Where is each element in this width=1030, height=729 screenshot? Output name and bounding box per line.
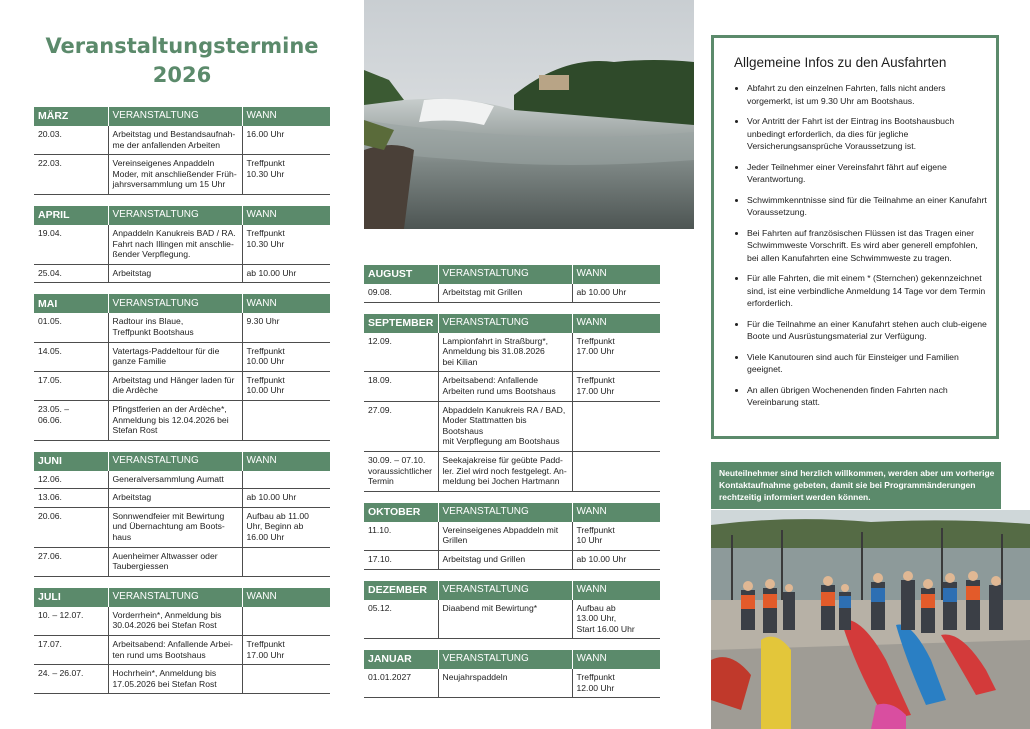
event-cell: Vorderrhein*, Anmeldung bis 30.04.2026 bei Stefan Rost xyxy=(108,607,242,636)
time-cell: ab 10.00 Uhr xyxy=(242,264,330,283)
when-header: WANN xyxy=(242,294,330,313)
event-cell: Arbeitstag und Bestandsaufnah- me der anfallenden Arbeiten xyxy=(108,126,242,155)
date-cell: 20.06. xyxy=(34,507,108,547)
table-row xyxy=(364,451,660,491)
event-header: VERANSTALTUNG xyxy=(438,650,572,669)
month: SEPTEMBER xyxy=(364,314,438,333)
month-table-marz xyxy=(34,107,330,195)
time-cell xyxy=(572,451,660,491)
month-table-mai xyxy=(34,294,330,440)
event-cell: Hochrhein*, Anmeldung bis 17.05.2026 bei Stefan Rost xyxy=(108,665,242,694)
time-cell: 16.00 Uhr xyxy=(242,126,330,155)
table-row xyxy=(34,155,330,195)
month: DEZEMBER xyxy=(364,581,438,600)
table-row xyxy=(34,225,330,264)
event-header: VERANSTALTUNG xyxy=(108,107,242,126)
table-row xyxy=(364,333,660,372)
group-photo xyxy=(711,510,1030,729)
info-item: • An allen übrigen Wochenenden finden Fahrten nach Vereinbarung statt. xyxy=(747,384,991,409)
info-item: • Für die Teilnahme an einer Kanufahrt stehen auch club-eigene Boote und Ausrüstungsmaterial zur Verfügung. xyxy=(747,318,991,343)
date-cell: 22.03. xyxy=(34,155,108,195)
date-cell: 13.06. xyxy=(34,489,108,508)
info-item: • Bei Fahrten auf französischen Flüssen ist das Tragen einer Schwimmweste Vorschrift. Es wird aber generell empfohlen, bei allen Kanufahrten eine Schwimmweste zu tragen. xyxy=(747,227,991,265)
info-item: • Für alle Fahrten, die mit einem * (Sternchen) gekennzeichnet sind, ist eine verbindliche Anmeldung 14 Tage vor dem Termin erforderlich. xyxy=(747,272,991,310)
event-cell: Arbeitstag xyxy=(108,264,242,283)
when-header: WANN xyxy=(572,265,660,284)
table-row xyxy=(34,636,330,665)
event-header: VERANSTALTUNG xyxy=(438,314,572,333)
month: JULI xyxy=(34,588,108,607)
when-header: WANN xyxy=(572,503,660,522)
table-row xyxy=(34,400,330,440)
date-cell: 24. – 26.07. xyxy=(34,665,108,694)
when-header: WANN xyxy=(572,314,660,333)
time-cell: Treffpunkt 10 Uhr xyxy=(572,522,660,551)
event-cell: Lampionfahrt in Straßburg*, Anmeldung bis 31.08.2026 bei Kilian xyxy=(438,333,572,372)
date-cell: 10. – 12.07. xyxy=(34,607,108,636)
event-header: VERANSTALTUNG xyxy=(108,206,242,225)
event-cell: Vatertags-Paddeltour für die ganze Familie xyxy=(108,342,242,371)
table-row xyxy=(34,489,330,508)
event-header: VERANSTALTUNG xyxy=(438,581,572,600)
time-cell: Aufbau ab 13.00 Uhr, Start 16.00 Uhr xyxy=(572,600,660,639)
time-cell xyxy=(242,400,330,440)
event-cell: Anpaddeln Kanukreis BAD / RA. Fahrt nach Illingen mit anschlie- ßender Verpflegung. xyxy=(108,225,242,264)
event-header: VERANSTALTUNG xyxy=(438,503,572,522)
month-table-oktober xyxy=(364,503,660,570)
event-cell: Arbeitsabend: Anfallende Arbei- ten rund ums Bootshaus xyxy=(108,636,242,665)
info-item: • Schwimmkenntnisse sind für die Teilnahme an einer Kanufahrt Voraussetzung. xyxy=(747,194,991,219)
info-item: • Vor Antritt der Fahrt ist der Eintrag ins Bootshausbuch unbedingt erforderlich, da dies für jegliche Versicherungsansprüche Voraussetzung ist. xyxy=(747,115,991,153)
info-item: • Jeder Teilnehmer einer Vereinsfahrt fährt auf eigene Verantwortung. xyxy=(747,161,991,186)
event-cell: Arbeitstag und Hänger laden für die Ardèche xyxy=(108,371,242,400)
when-header: WANN xyxy=(572,650,660,669)
date-cell: 17.07. xyxy=(34,636,108,665)
time-cell: Treffpunkt 10.30 Uhr xyxy=(242,225,330,264)
info-item: • Viele Kanutouren sind auch für Einsteiger und Familien geeignet. xyxy=(747,351,991,376)
date-cell: 19.04. xyxy=(34,225,108,264)
month: MAI xyxy=(34,294,108,313)
table-row xyxy=(34,547,330,576)
time-cell: Treffpunkt 10.00 Uhr xyxy=(242,342,330,371)
time-cell: Treffpunkt 10.00 Uhr xyxy=(242,371,330,400)
month-table-august xyxy=(364,265,660,303)
event-cell: Arbeitstag xyxy=(108,489,242,508)
table-row xyxy=(34,342,330,371)
info-item: • Abfahrt zu den einzelnen Fahrten, falls nicht anders vorgemerkt, ist um 9.30 Uhr am Bootshaus. xyxy=(747,82,991,107)
date-cell: 17.10. xyxy=(364,550,438,569)
table-row xyxy=(34,371,330,400)
schedule-column-1 xyxy=(34,0,330,705)
month-table-april xyxy=(34,206,330,283)
time-cell: Aufbau ab 11.00 Uhr, Beginn ab 16.00 Uhr xyxy=(242,507,330,547)
month-table-dezember xyxy=(364,581,660,640)
event-cell: Arbeitsabend: Anfallende Arbeiten rund ums Bootshaus xyxy=(438,372,572,401)
month: JUNI xyxy=(34,452,108,471)
table-row xyxy=(34,507,330,547)
date-cell: 11.10. xyxy=(364,522,438,551)
time-cell: 9.30 Uhr xyxy=(242,313,330,342)
when-header: WANN xyxy=(242,588,330,607)
time-cell: Treffpunkt 17.00 Uhr xyxy=(572,333,660,372)
month: AUGUST xyxy=(364,265,438,284)
time-cell: Treffpunkt 17.00 Uhr xyxy=(242,636,330,665)
event-cell: Vereinseigenes Anpaddeln Moder, mit anschließender Früh- jahrsversammlung um 15 Uhr xyxy=(108,155,242,195)
event-header: VERANSTALTUNG xyxy=(108,588,242,607)
time-cell xyxy=(242,471,330,489)
event-cell: Vereinseigenes Abpaddeln mit Grillen xyxy=(438,522,572,551)
table-row xyxy=(364,284,660,302)
date-cell: 09.08. xyxy=(364,284,438,302)
date-cell: 05.12. xyxy=(364,600,438,639)
event-header: VERANSTALTUNG xyxy=(438,265,572,284)
date-cell: 14.05. xyxy=(34,342,108,371)
time-cell xyxy=(242,607,330,636)
when-header: WANN xyxy=(242,107,330,126)
when-header: WANN xyxy=(242,206,330,225)
month: APRIL xyxy=(34,206,108,225)
table-row xyxy=(34,264,330,283)
event-cell: Auenheimer Altwasser oder Taubergiessen xyxy=(108,547,242,576)
event-header: VERANSTALTUNG xyxy=(108,452,242,471)
month: JANUAR xyxy=(364,650,438,669)
table-row xyxy=(364,372,660,401)
time-cell xyxy=(572,401,660,451)
date-cell: 18.09. xyxy=(364,372,438,401)
month: OKTOBER xyxy=(364,503,438,522)
event-cell: Radtour ins Blaue, Treffpunkt Bootshaus xyxy=(108,313,242,342)
schedule-column-2 xyxy=(364,0,660,709)
event-cell: Generalversammlung Aumatt xyxy=(108,471,242,489)
time-cell: ab 10.00 Uhr xyxy=(572,284,660,302)
time-cell: Treffpunkt 12.00 Uhr xyxy=(572,669,660,698)
table-row xyxy=(34,665,330,694)
event-cell: Diaabend mit Bewirtung* xyxy=(438,600,572,639)
month: MÄRZ xyxy=(34,107,108,126)
event-header: VERANSTALTUNG xyxy=(108,294,242,313)
time-cell xyxy=(242,547,330,576)
info-list xyxy=(719,82,991,409)
when-header: WANN xyxy=(572,581,660,600)
date-cell: 01.01.2027 xyxy=(364,669,438,698)
date-cell: 12.06. xyxy=(34,471,108,489)
page-title: Veranstaltungstermine 2026 xyxy=(45,34,319,87)
date-cell: 17.05. xyxy=(34,371,108,400)
info-box xyxy=(711,35,999,439)
date-cell: 30.09. – 07.10. voraussichtlicher Termin xyxy=(364,451,438,491)
month-table-juli xyxy=(34,588,330,695)
table-row xyxy=(364,401,660,451)
time-cell: Treffpunkt 17.00 Uhr xyxy=(572,372,660,401)
table-row xyxy=(34,607,330,636)
month-tables-1 xyxy=(34,107,330,705)
month-tables-2 xyxy=(364,265,660,709)
event-cell: Sonnwendfeier mit Bewirtung und Übernachtung am Boots- haus xyxy=(108,507,242,547)
date-cell: 01.05. xyxy=(34,313,108,342)
date-cell: 20.03. xyxy=(34,126,108,155)
time-cell xyxy=(242,665,330,694)
month-table-september xyxy=(364,314,660,492)
event-cell: Seekajakreise für geübte Padd- ler. Ziel wird noch festgelegt. An- meldung bei Jochen Hartmann xyxy=(438,451,572,491)
date-cell: 27.06. xyxy=(34,547,108,576)
month-table-januar xyxy=(364,650,660,698)
time-cell: Treffpunkt 10.30 Uhr xyxy=(242,155,330,195)
time-cell: ab 10.00 Uhr xyxy=(572,550,660,569)
date-cell: 25.04. xyxy=(34,264,108,283)
event-cell: Abpaddeln Kanukreis RA / BAD, Moder Stattmatten bis Bootshaus mit Verpflegung am Bootshaus xyxy=(438,401,572,451)
date-cell: 23.05. – 06.06. xyxy=(34,400,108,440)
table-row xyxy=(364,550,660,569)
event-cell: Arbeitstag mit Grillen xyxy=(438,284,572,302)
event-cell: Pfingstferien an der Ardèche*, Anmeldung bis 12.04.2026 bei Stefan Rost xyxy=(108,400,242,440)
table-row xyxy=(34,313,330,342)
month-table-juni xyxy=(34,452,330,577)
table-row xyxy=(34,126,330,155)
date-cell: 27.09. xyxy=(364,401,438,451)
event-cell: Arbeitstag und Grillen xyxy=(438,550,572,569)
event-cell: Neujahrspaddeln xyxy=(438,669,572,698)
when-header: WANN xyxy=(242,452,330,471)
table-row xyxy=(364,522,660,551)
welcome-banner: Neuteilnehmer sind herzlich willkommen, werden aber um vorherige Kontaktaufnahme gebeten, damit sie bei Programmänderungen rechtzeitig informiert werden können. xyxy=(711,462,1001,509)
date-cell: 12.09. xyxy=(364,333,438,372)
info-heading: Allgemeine Infos zu den Ausfahrten xyxy=(734,55,947,70)
table-row xyxy=(364,669,660,698)
table-row xyxy=(34,471,330,489)
time-cell: ab 10.00 Uhr xyxy=(242,489,330,508)
table-row xyxy=(364,600,660,639)
